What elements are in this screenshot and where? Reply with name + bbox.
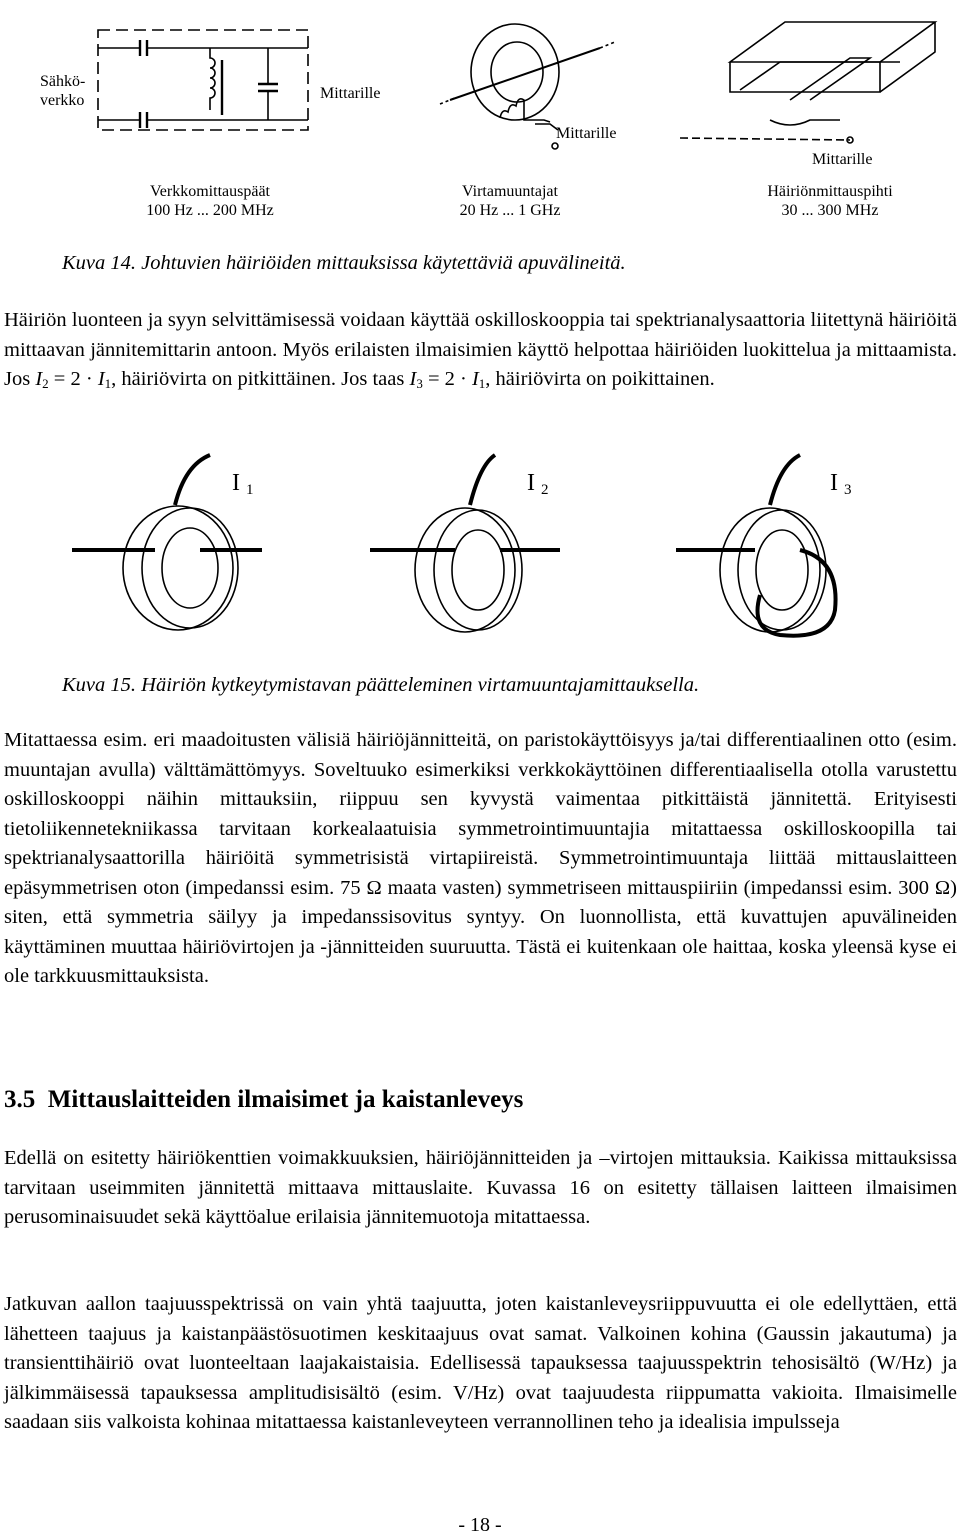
device-label-clamp: Häiriönmittauspihti 30 ... 300 MHz <box>767 183 893 219</box>
lisn-enclosure <box>98 30 308 130</box>
current-transformer-3 <box>676 455 836 636</box>
figure-15-caption: Kuva 15. Häiriön kytkeytymistavan päätteleminen virtamuuntajamittauksella. <box>62 674 700 696</box>
paragraph-1: Häiriön luonteen ja syyn selvittämisessä voidaan käyttää oskilloskooppia tai spektrianalysaattoria liitettynä häiriöitä mittaavan jännitemittarin antoon. Myös erilaisten ilmaisimien käyttö helpottaa häiriöiden luokittelua ja mittaamista. Jos $I_2 = 2 \cdot I_1$, häiriövirta on pitkittäinen. Jos taas $I_3 = 2 \cdot I_1$, häiriövirta on poikittainen. <box>4 309 957 391</box>
device-label-lisn: Verkkomittauspäät 100 Hz ... 200 MHz <box>146 183 274 219</box>
page-number: - 18 - <box>458 1514 502 1536</box>
figure-14-caption: Kuva 14. Johtuvien häiriöiden mittauksissa käytettäviä apuvälineitä. <box>62 252 626 274</box>
current-label-3: I $_3$ <box>830 470 852 498</box>
to-meter-label: Mittarille <box>812 151 873 168</box>
grid-label: Sähkö- verkko <box>40 73 86 109</box>
device-label-current-transformer: Virtamuuntajat 20 Hz ... 1 GHz <box>459 183 561 219</box>
figure-15-drawing <box>0 450 960 660</box>
current-label-2: I $_2$ <box>527 470 549 498</box>
paragraph-4: Jatkuvan aallon taajuusspektrissä on vain yhtä taajuutta, joten kaistanleveysriippuvuutta ei ole edellyttäen, että lähetteen taajuus ja kaistanpäästösuotimen keskitaajuus ovat samat. Valkoinen kohina (Gaussin jakautuma) ja transienttihäiriö ovat luonteeltaan laajakaistaisia. Edellisessä tapauksessa taajuusspektrin tehosisältö (W/Hz) ja jälkimmäisessä tapauksessa amplitudisisältö (esim. V/Hz) ovat taajuudesta riippumatta vakioita. Ilmaisimelle saadaan siis valkoista kohinaa mitattaessa kaistanleveyteen verrannollinen teho ja idealisia impulsseja <box>4 1293 957 1433</box>
to-meter-label: Mittarille <box>320 85 381 102</box>
absorbing-clamp-top <box>730 22 935 62</box>
to-meter-label: Mittarille <box>556 125 617 142</box>
paragraph-2: Mitattaessa esim. eri maadoitusten välisiä häiriöjännitteitä, on paristokäyttöisyys ja/tai differentiaalinen otto (esim. muuntajan avulla) välttämättömyys. Soveltuuko esimerkiksi verkkokäyttöinen differentiaalisella otolla varustettu oskilloskooppi näihin mittauksiin, riippuu sen kyvystä vaimentaa pitkittäistä jännitettä. Erityisesti tietoliikennetekniikassa tarvitaan korkealaatuisia symmetrointimuuntajia mitattaessa oskilloskoopilla tai spektrianalysaattorilla häiriöitä symmetrisistä virtapiireistä. Symmetrointimuuntaja liittää mittauslaitteen epäsymmetrisen oton (impedanssi esim. 75 Ω maata vasten) symmetriseen mittauspiiriin (impedanssi esim. 300 Ω) siten, että symmetria säilyy ja impedanssisovitus syntyy. On luonnollista, että kuvattujen apuvälineiden käyttäminen muuttaa häiriövirtojen ja -jännitteiden suuruutta. Tästä ei kuitenkaan ole haittaa, koska yleensä kyse ei ole tarkkuusmittauksista. <box>4 729 957 987</box>
paragraph-3: Edellä on esitetty häiriökenttien voimakkuuksien, häiriöjännitteiden ja –virtojen mittauksia. Kaikissa mittauksissa tarvitaan useimmiten jännitettä mittaava mittauslaite. Kuvassa 16 on esitetty tällaisen laitteen ilmaisimen perusominaisuudet sekä käyttöalue erilaisia jännitemuotoja mitattaessa. <box>4 1147 957 1228</box>
inductor <box>210 48 215 110</box>
current-label-1: I $_1$ <box>232 470 254 498</box>
section-heading: 3.5 Mittauslaitteiden ilmaisimet ja kaistanleveys <box>4 1086 524 1113</box>
